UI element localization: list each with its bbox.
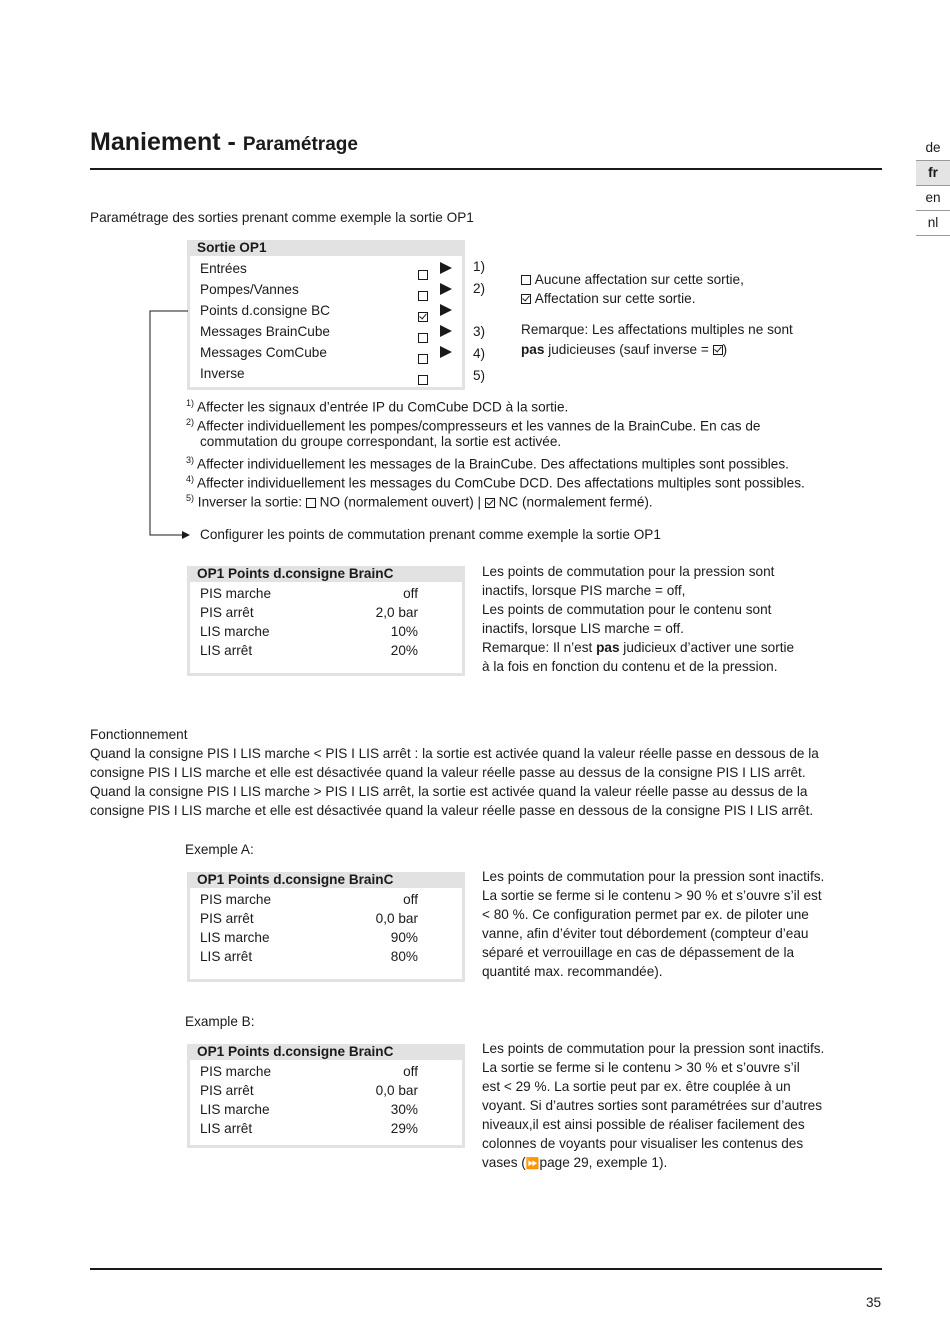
op1-text-4: inactifs, lorsque LIS marche = off.: [482, 621, 684, 636]
sortie-row-entrees[interactable]: [190, 258, 462, 279]
text-part: judicieux d’activer une sortie: [619, 640, 795, 655]
text-part: vases (: [482, 1155, 526, 1170]
op1-row-pis-marche[interactable]: [190, 584, 462, 603]
row-label: Entrées: [200, 261, 247, 276]
example-a-panel: [187, 872, 465, 982]
checkbox-checked-icon: [485, 498, 495, 508]
sortie-row-comcube[interactable]: [190, 342, 462, 363]
text-part: page 29, exemple 1).: [539, 1155, 668, 1170]
fn-text: Affecter les signaux d’entrée IP du ComCube DCD à la sortie.: [197, 399, 569, 415]
example-a-panel-title: OP1 Points d.consigne BrainC: [187, 872, 465, 888]
example-a-row[interactable]: [190, 890, 462, 909]
legend-none: [521, 270, 744, 289]
page-reference-icon: ⏩: [525, 1158, 540, 1170]
op1-text-5: [482, 638, 794, 657]
example-b-text-2: La sortie se ferme si le contenu > 30 % et s’ouvre s’il: [482, 1060, 800, 1075]
sortie-row-inverse[interactable]: [190, 363, 462, 384]
fonctionnement-line-1: Quand la consigne PIS I LIS marche < PIS I LIS arrêt : la sortie est activée quand la valeur réelle passe en dessous de la: [90, 746, 819, 761]
title-sub: Paramétrage: [242, 134, 358, 155]
row-label: Messages BrainCube: [200, 324, 330, 339]
fonctionnement-heading: Fonctionnement: [90, 727, 188, 742]
row-label: Points d.consigne BC: [200, 303, 330, 318]
title-main: Maniement: [90, 128, 221, 156]
footnote-5: [186, 489, 653, 512]
fn-mark: 4): [186, 474, 195, 484]
arrow-right-icon[interactable]: [440, 325, 452, 337]
example-a-row[interactable]: [190, 928, 462, 947]
footnote-2b: commutation du groupe correspondant, la sortie est activée.: [200, 434, 562, 449]
fn-mark: 2): [186, 417, 195, 427]
op1-panel: [187, 566, 465, 676]
legend-remark-2: [521, 340, 727, 359]
fn-mark: 3): [186, 455, 195, 465]
example-b-panel-title: OP1 Points d.consigne BrainC: [187, 1044, 465, 1060]
row-label: Inverse: [200, 366, 245, 381]
sortie-row-points[interactable]: [190, 300, 462, 321]
row-label: PIS marche: [200, 1064, 272, 1079]
arrow-right-icon[interactable]: [440, 262, 452, 274]
lang-tab-en[interactable]: en: [916, 186, 950, 211]
remark-end: ): [722, 342, 728, 357]
lang-tab-fr[interactable]: fr: [916, 161, 950, 186]
sortie-panel-title: Sortie OP1: [187, 240, 465, 256]
fn-mark: 1): [186, 398, 195, 408]
row-label: LIS marche: [200, 1102, 270, 1117]
op1-row-lis-arret[interactable]: [190, 641, 462, 660]
row-label: LIS marche: [200, 624, 270, 639]
arrow-right-icon[interactable]: [440, 283, 452, 295]
fn-text: Affecter individuellement les messages de la BrainCube. Des affectations multiples sont possibles.: [197, 456, 789, 472]
example-a-heading: Exemple A:: [185, 842, 254, 857]
row-label: LIS marche: [200, 930, 270, 945]
ref-1: 1): [473, 259, 486, 274]
checkbox-empty-icon: [306, 498, 316, 508]
arrow-right-icon[interactable]: [440, 304, 452, 316]
row-label: PIS marche: [200, 586, 272, 601]
page-number: 35: [866, 1295, 882, 1310]
example-b-row[interactable]: [190, 1119, 462, 1138]
fn-text: NC (normalement fermé).: [494, 494, 653, 510]
fn-text: Affecter individuellement les pompes/compresseurs et les vannes de la BrainCube. En cas de: [197, 418, 761, 434]
lang-tab-de[interactable]: de: [916, 136, 950, 161]
example-a-row[interactable]: [190, 909, 462, 928]
op1-text-2: inactifs, lorsque PIS marche = off,: [482, 583, 686, 598]
legend-none-text: Aucune affectation sur cette sortie,: [534, 272, 744, 287]
title-separator: -: [220, 128, 243, 156]
lang-tab-nl[interactable]: nl: [916, 211, 950, 236]
op1-row-lis-marche[interactable]: [190, 622, 462, 641]
example-b-row[interactable]: [190, 1100, 462, 1119]
example-b-text-1: Les points de commutation pour la pression sont inactifs.: [482, 1041, 825, 1056]
row-value: 0,0 bar: [375, 911, 418, 926]
example-b-text-3: est < 29 %. La sortie peut par ex. être couplée à un: [482, 1079, 791, 1094]
row-label: LIS arrêt: [200, 949, 253, 964]
row-label: PIS arrêt: [200, 1083, 254, 1098]
fonctionnement-line-3: Quand la consigne PIS I LIS marche > PIS I LIS arrêt, la sortie est activée quand la valeur réelle passe au dessus de la: [90, 784, 808, 799]
text-part: Remarque: Il n’est: [482, 640, 597, 655]
configure-text: Configurer les points de commutation prenant comme exemple la sortie OP1: [200, 527, 661, 542]
remark-rest: judicieuses (sauf inverse =: [544, 342, 713, 357]
example-b-text-6: colonnes de voyants pour visualiser les contenus des: [482, 1136, 804, 1151]
example-a-text-3: < 80 %. Ce configuration permet par ex. de piloter une: [482, 907, 809, 922]
sortie-panel: [187, 240, 465, 390]
legend-assigned-text: Affectation sur cette sortie.: [534, 291, 696, 306]
op1-text-3: Les points de commutation pour le contenu sont: [482, 602, 772, 617]
example-b-row[interactable]: [190, 1062, 462, 1081]
op1-row-pis-arret[interactable]: [190, 603, 462, 622]
page-title: [90, 128, 358, 157]
example-b-text-5: niveaux,il est ainsi possible de réaliser facilement des: [482, 1117, 805, 1132]
checkbox-checked-icon: [521, 294, 531, 304]
row-label: LIS arrêt: [200, 643, 253, 658]
row-value: 30%: [390, 1102, 418, 1117]
row-value: 80%: [390, 949, 418, 964]
example-a-text-2: La sortie se ferme si le contenu > 90 % et s’ouvre s’il est: [482, 888, 822, 903]
arrow-right-icon[interactable]: [440, 346, 452, 358]
row-value: 20%: [390, 643, 418, 658]
row-label: PIS arrêt: [200, 911, 254, 926]
sortie-row-braincube[interactable]: [190, 321, 462, 342]
text-bold: pas: [596, 640, 620, 655]
checkbox[interactable]: [418, 375, 428, 385]
checkbox-empty-icon: [521, 275, 531, 285]
fn-text: NO (normalement ouvert) |: [315, 494, 485, 510]
header-rule: [90, 168, 882, 170]
row-value: 10%: [390, 624, 418, 639]
example-a-row[interactable]: [190, 947, 462, 966]
example-a-text-6: quantité max. recommandée).: [482, 964, 663, 979]
row-label: PIS marche: [200, 892, 272, 907]
row-label: LIS arrêt: [200, 1121, 253, 1136]
row-value: 2,0 bar: [375, 605, 418, 620]
intro-text: Paramétrage des sorties prenant comme exemple la sortie OP1: [90, 210, 474, 225]
example-b-text-4: voyant. Si d’autres sorties sont paramétrées sur d’autres: [482, 1098, 823, 1113]
example-b-text-7: [482, 1153, 667, 1174]
row-value: 0,0 bar: [375, 1083, 418, 1098]
example-b-heading: Example B:: [185, 1014, 255, 1029]
remark-bold: pas: [521, 342, 545, 357]
fonctionnement-line-4: consigne PIS I LIS marche et elle est désactivée quand la valeur réelle passe en dessous de la consigne PIS I LIS arrêt.: [90, 803, 814, 818]
op1-panel-title: OP1 Points d.consigne BrainC: [187, 566, 465, 582]
checkbox-checked-icon: [713, 345, 723, 355]
op1-text-6: à la fois en fonction du contenu et de la pression.: [482, 659, 778, 674]
row-label: Messages ComCube: [200, 345, 327, 360]
row-value: off: [403, 586, 418, 601]
row-value: 29%: [390, 1121, 418, 1136]
row-value: off: [403, 1064, 418, 1079]
legend-assigned: [521, 289, 695, 308]
ref-5: 5): [473, 368, 486, 383]
row-label: PIS arrêt: [200, 605, 254, 620]
op1-text-1: Les points de commutation pour la pression sont: [482, 564, 775, 579]
example-a-text-1: Les points de commutation pour la pression sont inactifs.: [482, 869, 825, 884]
ref-4: 4): [473, 346, 486, 361]
example-b-panel: [187, 1044, 465, 1148]
sortie-row-pompes[interactable]: [190, 279, 462, 300]
fonctionnement-line-2: consigne PIS I LIS marche et elle est désactivée quand la valeur réelle passe au dessus de la consigne PIS I LIS arrêt.: [90, 765, 806, 780]
language-tabs: [916, 136, 950, 236]
legend-remark-1: Remarque: Les affectations multiples ne sont: [521, 322, 793, 337]
footer-rule: [90, 1268, 882, 1270]
fn-mark: 5): [186, 493, 195, 503]
row-value: off: [403, 892, 418, 907]
ref-2: 2): [473, 281, 486, 296]
row-label: Pompes/Vannes: [200, 282, 299, 297]
ref-3: 3): [473, 324, 486, 339]
fn-text: Inverser la sortie:: [197, 494, 306, 510]
example-a-text-4: vanne, afin d’éviter tout débordement (compteur d’eau: [482, 926, 809, 941]
example-a-text-5: séparé et verrouillage en cas de dépassement de la: [482, 945, 795, 960]
fn-text: Affecter individuellement les messages du ComCube DCD. Des affectations multiples sont possibles.: [197, 475, 805, 491]
row-value: 90%: [390, 930, 418, 945]
example-b-row[interactable]: [190, 1081, 462, 1100]
